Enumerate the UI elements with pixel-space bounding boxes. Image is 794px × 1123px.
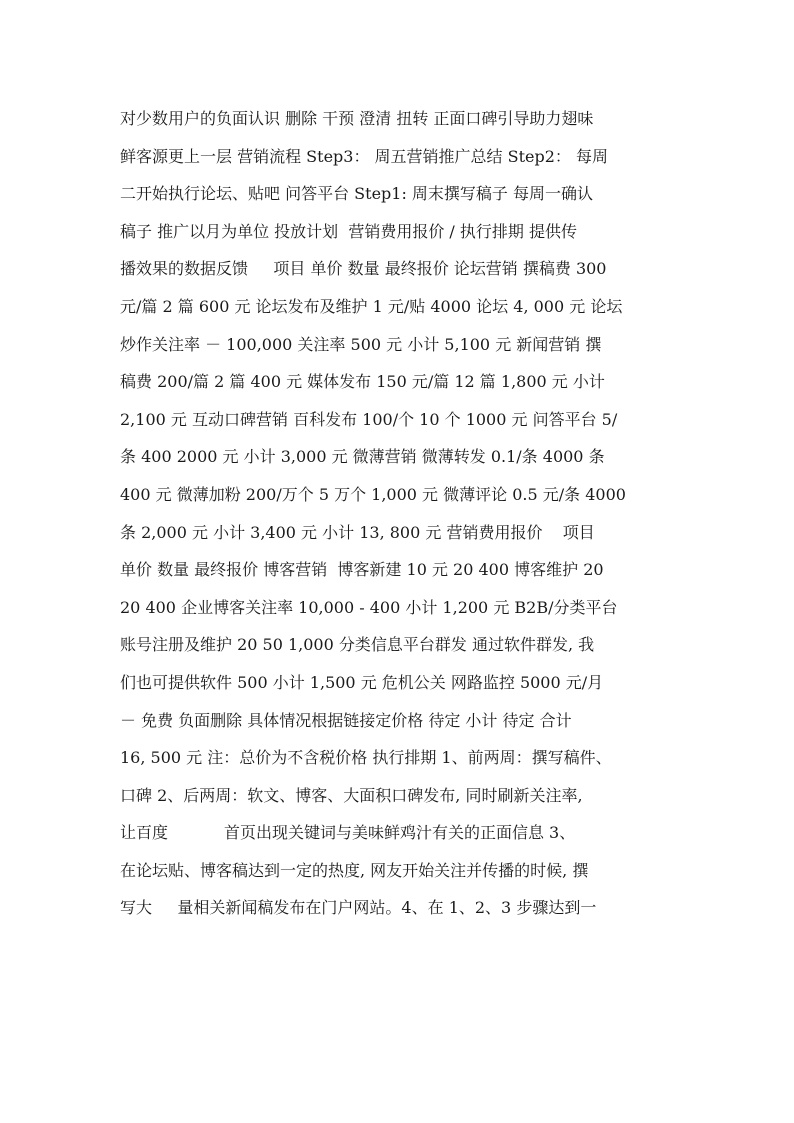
text-line: － 免费 负面删除 具体情况根据链接定价格 待定 小计 待定 合计 bbox=[120, 710, 572, 730]
text-line: 二开始执行论坛、贴吧 问答平台 Step1: 周末撰写稿子 每周一确认 bbox=[120, 184, 594, 204]
text-line: 写大 量相关新闻稿发布在门户网站。4、在 1、2、3 步骤达到一 bbox=[120, 898, 597, 918]
text-line: 在论坛贴、博客稿达到一定的热度, 网友开始关注并传播的时候, 撰 bbox=[120, 860, 589, 880]
text-line: 让百度 首页出现关键词与美味鲜鸡汁有关的正面信息 3、 bbox=[120, 823, 576, 843]
text-line: 炒作关注率 － 100,000 关注率 500 元 小计 5,100 元 新闻营销 撰 bbox=[120, 334, 602, 354]
text-line: 播效果的数据反馈 项目 单价 数量 最终报价 论坛营销 撰稿费 300 bbox=[120, 259, 607, 279]
text-line: 400 元 微薄加粉 200/万个 5 万个 1,000 元 微薄评论 0.5 元/条 4000 bbox=[120, 484, 626, 504]
text-line: 16, 500 元 注：总价为不含税价格 执行排期 1、前两周：撰写稿件、 bbox=[120, 748, 612, 768]
text-line: 条 2,000 元 小计 3,400 元 小计 13, 800 元 营销费用报价 项目 bbox=[120, 522, 595, 542]
text-line: 账号注册及维护 20 50 1,000 分类信息平台群发 通过软件群发, 我 bbox=[120, 635, 595, 655]
text-line: 稿费 200/篇 2 篇 400 元 媒体发布 150 元/篇 12 篇 1,800 元 小计 bbox=[120, 372, 605, 392]
text-line: 们也可提供软件 500 小计 1,500 元 危机公关 网路监控 5000 元/月 bbox=[120, 672, 604, 692]
text-line: 鲜客源更上一层 营销流程 Step3： 周五营销推广总结 Step2： 每周 bbox=[120, 146, 608, 166]
document-body bbox=[120, 100, 720, 927]
text-line: 口碑 2、后两周：软文、博客、大面积口碑发布, 同时刷新关注率, bbox=[120, 785, 583, 805]
text-line: 2,100 元 互动口碑营销 百科发布 100/个 10 个 1000 元 问答平台 5/ bbox=[120, 409, 618, 429]
text-line: 条 400 2000 元 小计 3,000 元 微薄营销 微薄转发 0.1/条 4000 条 bbox=[120, 447, 605, 467]
text-line: 元/篇 2 篇 600 元 论坛发布及维护 1 元/贴 4000 论坛 4, 000 元 论坛 bbox=[120, 296, 623, 316]
text-line: 对少数用户的负面认识 删除 干预 澄清 扭转 正面口碑引导助力翅味 bbox=[120, 109, 594, 128]
text-line: 稿子 推广以月为单位 投放计划 营销费用报价 / 执行排期 提供传 bbox=[120, 221, 577, 241]
text-line: 20 400 企业博客关注率 10,000 - 400 小计 1,200 元 B2B/分类平台 bbox=[120, 597, 618, 617]
text-line: 单价 数量 最终报价 博客营销 博客新建 10 元 20 400 博客维护 20 bbox=[120, 560, 604, 580]
